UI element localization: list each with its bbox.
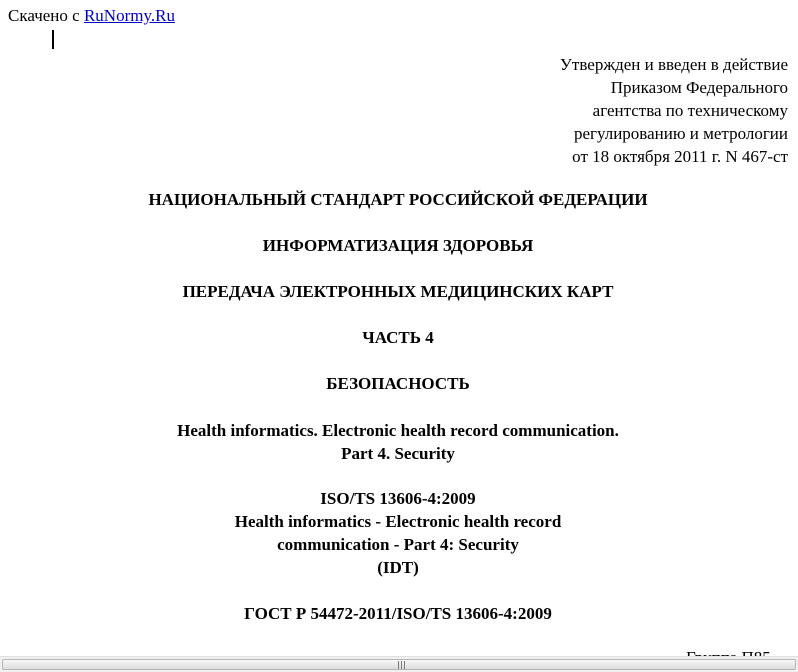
national-standard-heading [0,188,796,211]
approval-line: агентства по техническому [592,101,788,120]
title-heading-1 [0,234,796,257]
title-heading-2 [0,280,796,303]
idt-mark: (IDT) [377,558,419,577]
approval-block [560,53,788,168]
gost-text: ГОСТ Р 54472-2011/ISO/TS 13606-4:2009 [244,604,552,623]
text-cursor [52,30,54,49]
title1-text: ИНФОРМАТИЗАЦИЯ ЗДОРОВЬЯ [262,236,534,255]
national-standard-text: НАЦИОНАЛЬНЫЙ СТАНДАРТ РОССИЙСКОЙ ФЕДЕРАЦИИ [148,190,648,209]
english-title-line: Health informatics. Electronic health record communication. [177,421,619,440]
approval-line: от 18 октября 2011 г. N 467-ст [572,147,788,166]
iso-title-line: Health informatics - Electronic health record [234,512,562,531]
english-title-line: Part 4. Security [341,444,455,463]
approval-line: Приказом Федерального [610,78,788,97]
part-heading [0,326,796,349]
part-text: ЧАСТЬ 4 [362,328,434,347]
grip-icon [397,661,407,669]
title2-text: ПЕРЕДАЧА ЭЛЕКТРОННЫХ МЕДИЦИНСКИХ КАРТ [182,282,614,301]
subject-text: БЕЗОПАСНОСТЬ [326,374,470,393]
iso-code: ISO/TS 13606-4:2009 [320,489,476,508]
iso-reference [0,487,796,579]
english-title [0,419,796,465]
download-source-line [8,6,175,26]
approval-line: регулированию и метрологии [573,124,788,143]
horizontal-scrollbar[interactable] [0,656,798,672]
approval-line: Утвержден и введен в действие [559,55,788,74]
iso-title-line: communication - Part 4: Security [277,535,519,554]
downloaded-prefix: Скачено с [8,6,80,25]
subject-heading [0,372,796,395]
scrollbar-thumb[interactable] [2,659,796,670]
runormy-link[interactable]: RuNormy.Ru [83,6,175,25]
gost-designation [0,602,796,625]
